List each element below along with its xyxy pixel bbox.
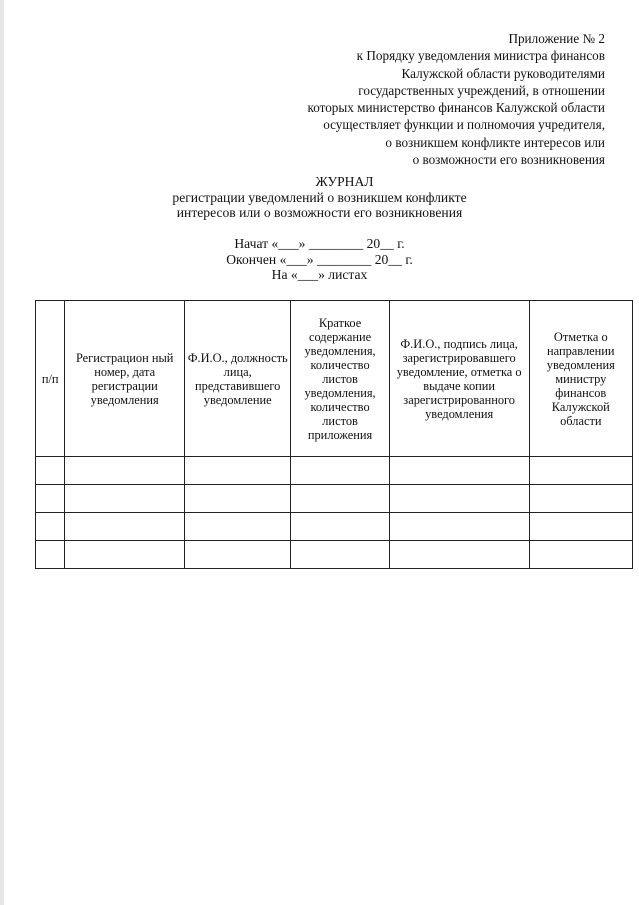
table-row — [36, 457, 633, 485]
column-header-submitter: Ф.И.О., должность лица, представившего уведомление — [184, 301, 290, 457]
table-cell — [291, 513, 389, 541]
table-cell — [389, 541, 529, 569]
journal-dates — [0, 236, 639, 283]
header-line: государственных учреждений, в отношении — [358, 82, 605, 98]
table-row — [36, 541, 633, 569]
table-cell — [65, 485, 185, 513]
header-line: о возможности его возникновения — [412, 152, 605, 168]
table-row — [36, 485, 633, 513]
table-cell — [36, 513, 65, 541]
header-line: Приложение № 2 — [508, 31, 605, 46]
table-row — [36, 513, 633, 541]
started-date: Начат «___» ________ 20__ г. — [234, 236, 405, 251]
scan-edge — [0, 0, 4, 905]
appendix-header — [307, 30, 605, 168]
column-header-summary: Краткое содержание уведомления, количество листов уведомления, количество листов приложения — [291, 301, 389, 457]
journal-title: ЖУРНАЛ — [315, 174, 374, 189]
table-cell — [184, 457, 290, 485]
table-cell — [36, 541, 65, 569]
table-cell — [529, 541, 632, 569]
table-cell — [529, 457, 632, 485]
table-cell — [389, 485, 529, 513]
journal-subtitle-line-2: интересов или о возможности его возникновения — [176, 205, 463, 220]
table-body — [36, 457, 633, 569]
table-cell — [36, 485, 65, 513]
column-header-registration: Регистрацион ный номер, дата регистрации уведомления — [65, 301, 185, 457]
registration-table — [35, 300, 633, 569]
table-cell — [65, 457, 185, 485]
journal-title-block — [0, 174, 639, 221]
table-cell — [291, 541, 389, 569]
table-header-row — [36, 301, 633, 457]
header-line: к Порядку уведомления министра финансов — [356, 48, 605, 64]
table-cell — [389, 457, 529, 485]
table-cell — [291, 457, 389, 485]
table-cell — [291, 485, 389, 513]
header-line: о возникшем конфликте интересов или — [385, 134, 605, 150]
journal-subtitle-line-1: регистрации уведомлений о возникшем конфликте — [172, 189, 467, 205]
table-cell — [184, 485, 290, 513]
table-cell — [184, 513, 290, 541]
sheets-count: На «___» листах — [271, 267, 368, 282]
finished-date: Окончен «___» ________ 20__ г. — [226, 251, 413, 267]
table-cell — [65, 541, 185, 569]
header-line: которых министерство финансов Калужской области — [307, 100, 605, 116]
table-cell — [184, 541, 290, 569]
column-header-registrar: Ф.И.О., подпись лица, зарегистрировавшего уведомление, отметка о выдаче копии зарегистрированного уведомления — [389, 301, 529, 457]
table-cell — [65, 513, 185, 541]
header-line: Калужской области руководителями — [401, 65, 605, 81]
table-cell — [389, 513, 529, 541]
column-header-referral: Отметка о направлении уведомления министру финансов Калужской области — [529, 301, 632, 457]
column-header-number: п/п — [36, 301, 65, 457]
table-cell — [529, 513, 632, 541]
table-cell — [529, 485, 632, 513]
header-line: осуществляет функции и полномочия учредителя, — [323, 117, 605, 133]
table-cell — [36, 457, 65, 485]
